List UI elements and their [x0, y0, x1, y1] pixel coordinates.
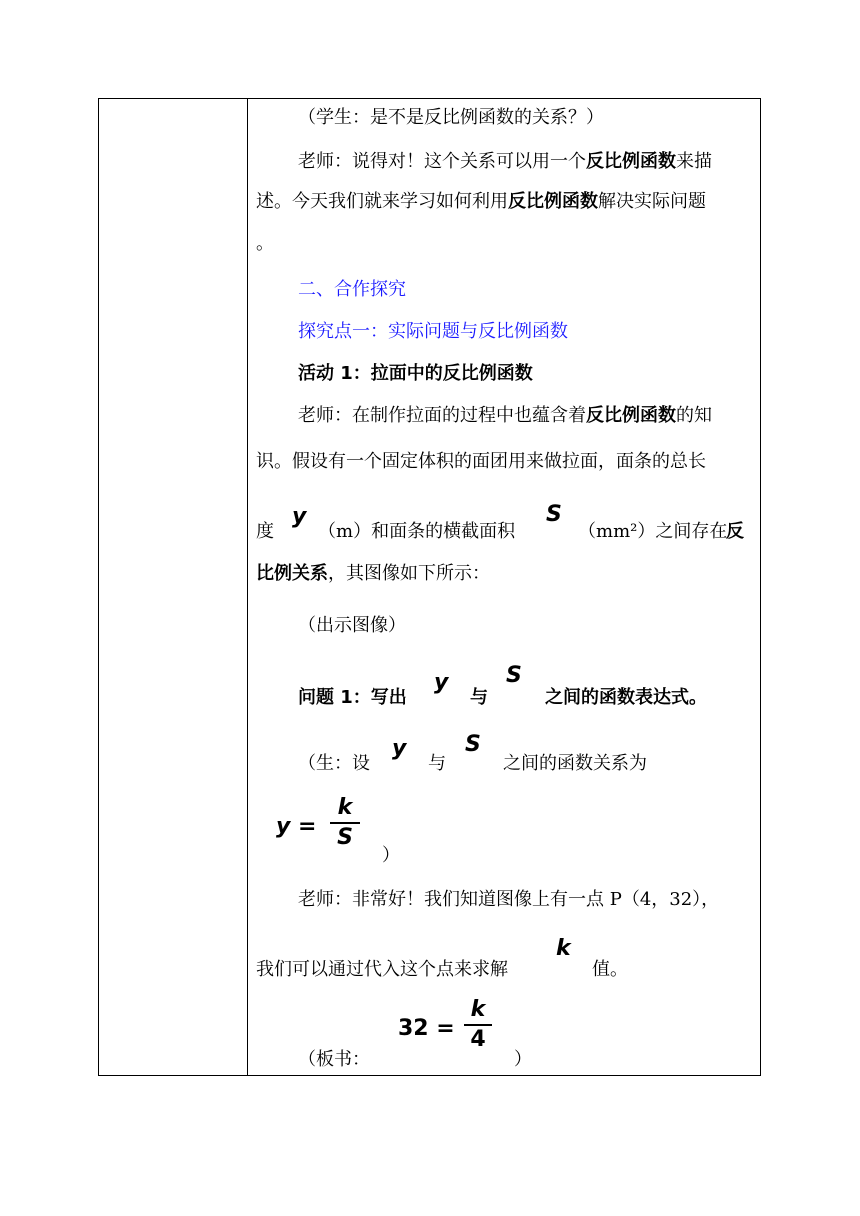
show-graph: （出示图像）	[298, 615, 406, 636]
teacher-line-3	[298, 404, 712, 428]
text: 的知	[676, 405, 712, 426]
student-answer-a: （生：设	[298, 753, 370, 774]
fraction-k-over-S	[330, 796, 360, 850]
activity-heading: 活动 1：拉面中的反比例函数	[298, 363, 533, 384]
bold-term: 反比例函数	[586, 151, 676, 172]
math-k: k	[556, 936, 571, 961]
fraction-bar	[330, 822, 360, 824]
math-S: S	[465, 732, 481, 757]
question-1-b: 与	[470, 687, 488, 708]
math-S: S	[546, 502, 562, 527]
denominator: 4	[470, 1027, 486, 1052]
teacher-line-6: 老师：非常好！我们知道图像上有一点 P（4，32），	[298, 889, 720, 910]
bold-term: 反比例函数	[586, 405, 676, 426]
text: 述。今天我们就来学习如何利用	[256, 191, 508, 212]
math-y: y	[434, 670, 449, 695]
question-1-a: 问题 1：写出	[298, 687, 407, 708]
text-mm2: （mm²）之间存在	[578, 521, 728, 542]
teacher-line-7a: 我们可以通过代入这个点来求解	[256, 959, 508, 980]
text: 老师：说得对！这个关系可以用一个	[298, 151, 586, 172]
subsection-heading: 探究点一：实际问题与反比例函数	[298, 321, 568, 342]
equation-text: y =	[276, 814, 317, 839]
fraction-bar	[464, 1024, 492, 1026]
column-divider	[247, 99, 248, 1075]
teacher-line-2	[256, 190, 706, 214]
math-y: y	[292, 504, 307, 529]
student-answer-b: 与	[428, 753, 446, 774]
blackboard-b: ）	[514, 1049, 532, 1070]
bold-term: 反比例函数	[508, 191, 598, 212]
teacher-line-1	[298, 150, 712, 174]
student-answer-c: 之间的函数关系为	[503, 753, 647, 774]
math-S: S	[506, 663, 522, 688]
equation-32: 32 =	[398, 1016, 455, 1041]
teacher-line-5	[256, 562, 490, 586]
math-y: y	[392, 736, 407, 761]
fraction-k-over-4	[464, 998, 492, 1052]
question-1-c: 之间的函数表达式。	[545, 687, 707, 708]
document-table	[98, 98, 761, 1076]
text-du: 度	[256, 521, 274, 542]
student-question: （学生：是不是反比例函数的关系？）	[298, 107, 604, 128]
equation-left	[276, 814, 316, 839]
teacher-line-4: 识。假设有一个固定体积的面团用来做拉面，面条的总长	[256, 451, 706, 472]
bold-fan: 反	[726, 521, 744, 542]
period-line: 。	[256, 233, 274, 254]
text-length-area: （m）和面条的横截面积	[318, 521, 516, 542]
numerator: k	[337, 795, 353, 820]
close-paren: ）	[382, 845, 400, 866]
teacher-line-7b: 值。	[592, 959, 628, 980]
bold-term: 比例关系	[256, 563, 328, 584]
text: 老师：在制作拉面的过程中也蕴含着	[298, 405, 586, 426]
section-heading: 二、合作探究	[298, 279, 406, 300]
blackboard-a: （板书：	[298, 1049, 370, 1070]
text: 来描	[676, 151, 712, 172]
numerator: k	[470, 997, 486, 1022]
text: ，其图像如下所示：	[328, 563, 490, 584]
text: 解决实际问题	[598, 191, 706, 212]
denominator: S	[337, 825, 353, 850]
